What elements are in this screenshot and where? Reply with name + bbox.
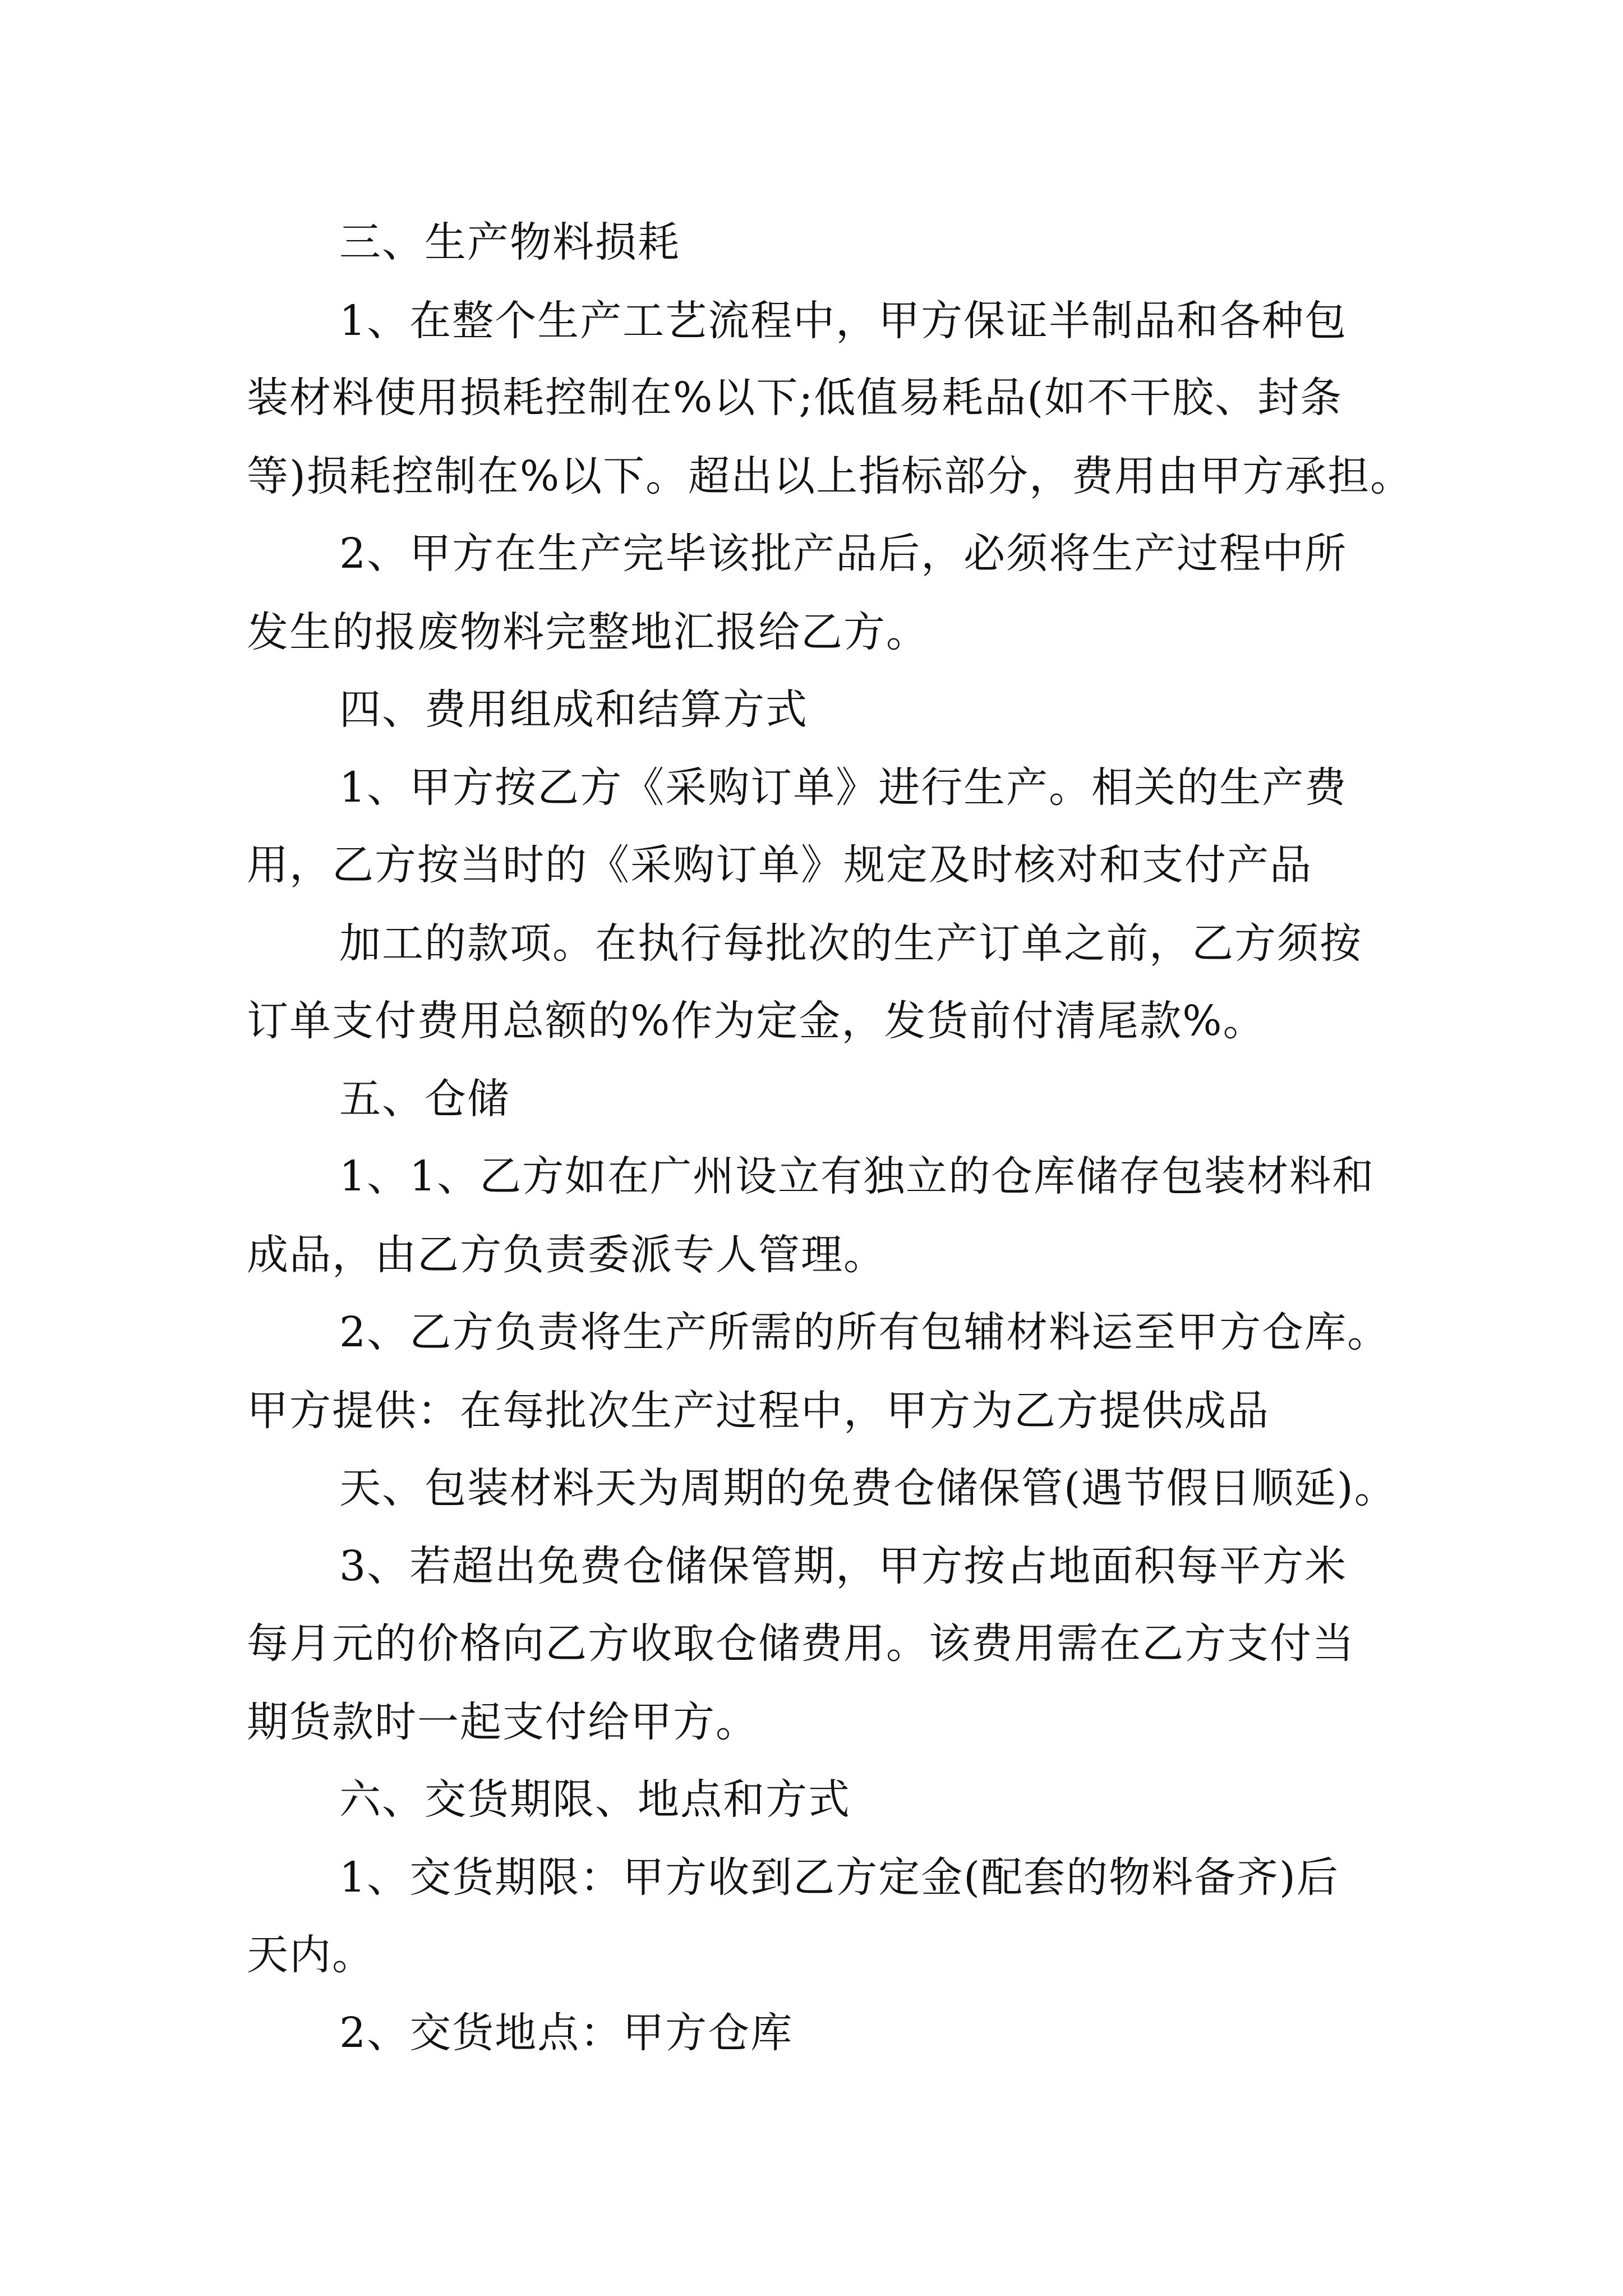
paragraph-line: 1、在整个生产工艺流程中，甲方保证半制品和各种包 <box>339 297 1348 345</box>
section-heading-6: 六、交货期限、地点和方式 <box>339 1775 851 1824</box>
section-heading-4: 四、费用组成和结算方式 <box>339 685 808 734</box>
paragraph-line: 装材料使用损耗控制在%以下;低值易耗品(如不干胶、封条 <box>247 374 1343 422</box>
section-heading-3: 三、生产物料损耗 <box>339 218 680 266</box>
paragraph-line: 订单支付费用总额的%作为定金，发货前付清尾款%。 <box>247 997 1266 1045</box>
section-heading-5: 五、仓储 <box>339 1075 510 1123</box>
paragraph-line: 甲方提供：在每批次生产过程中，甲方为乙方提供成品 <box>247 1387 1270 1435</box>
paragraph-line: 每月元的价格向乙方收取仓储费用。该费用需在乙方支付当 <box>247 1619 1355 1668</box>
paragraph-line: 天内。 <box>247 1931 375 1979</box>
paragraph-line: 用，乙方按当时的《采购订单》规定及时核对和支付产品 <box>247 841 1312 889</box>
paragraph-line: 3、若超出免费仓储保管期，甲方按占地面积每平方米 <box>339 1542 1348 1590</box>
paragraph-line: 期货款时一起支付给甲方。 <box>247 1698 758 1746</box>
paragraph-line: 成品，由乙方负责委派专人管理。 <box>247 1231 886 1279</box>
paragraph-line: 2、乙方负责将生产所需的所有包辅材料运至甲方仓库。 <box>339 1308 1390 1356</box>
paragraph-line: 等)损耗控制在%以下。超出以上指标部分，费用由甲方承担。 <box>247 452 1413 500</box>
paragraph-line: 天、包装材料天为周期的免费仓储保管(遇节假日顺延)。 <box>339 1464 1397 1512</box>
paragraph-line: 1、1、乙方如在广州设立有独立的仓库储存包装材料和 <box>339 1152 1375 1200</box>
paragraph-line: 2、交货地点：甲方仓库 <box>339 2009 794 2057</box>
paragraph-line: 2、甲方在生产完毕该批产品后，必须将生产过程中所 <box>339 530 1348 578</box>
paragraph-line: 1、甲方按乙方《采购订单》进行生产。相关的生产费 <box>339 763 1348 812</box>
paragraph-line: 发生的报废物料完整地汇报给乙方。 <box>247 608 929 656</box>
paragraph-line: 1、交货期限：甲方收到乙方定金(配套的物料备齐)后 <box>339 1853 1339 1902</box>
paragraph-line: 加工的款项。在执行每批次的生产订单之前，乙方须按 <box>339 919 1362 968</box>
